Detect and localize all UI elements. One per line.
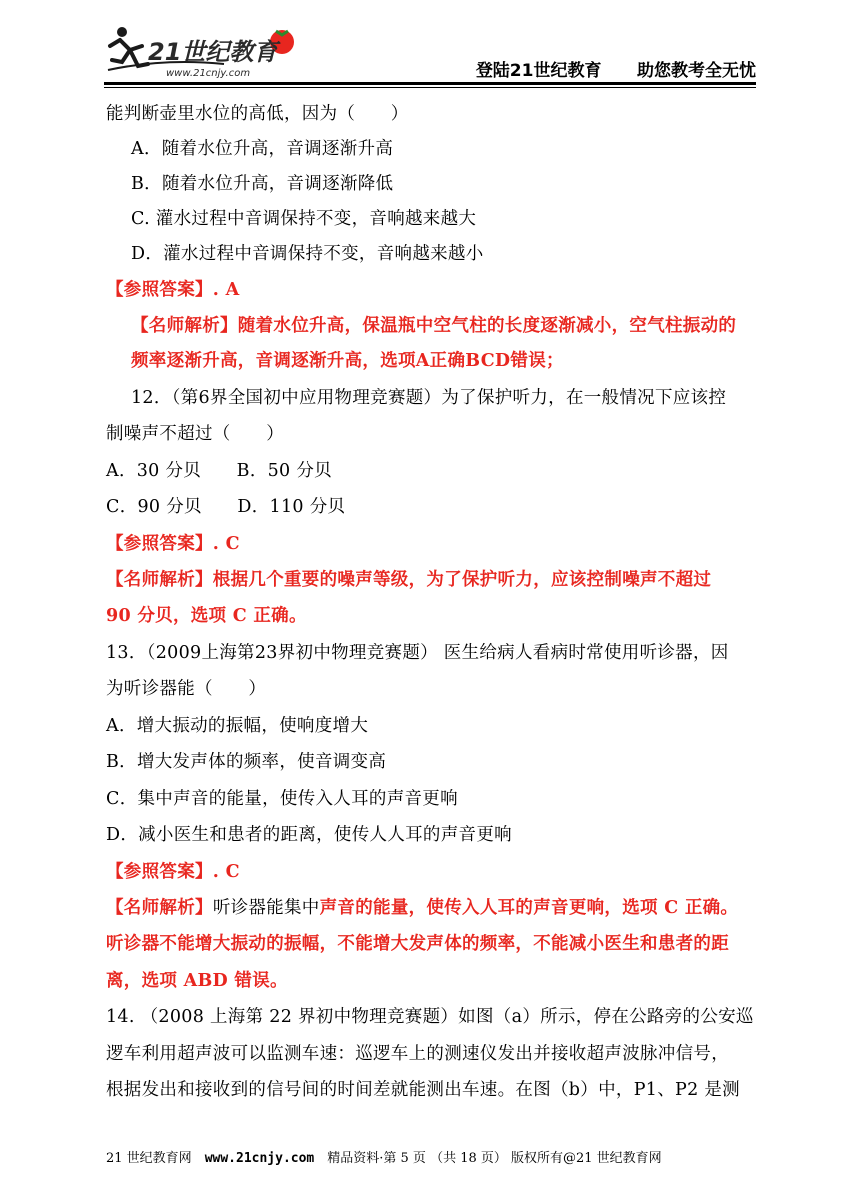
q11-option-d: D．灌水过程中音调保持不变，音响越来越小 xyxy=(131,244,484,264)
q12-options-ab: A．30 分贝 B．50 分贝 xyxy=(106,461,332,481)
q13-analysis-line1 xyxy=(106,896,738,920)
q13-analysis-line2: 听诊器不能增大振动的振幅，不能增大发声体的频率，不能减小医生和患者的距 xyxy=(106,934,729,954)
q12-analysis-line2: 90 分贝，选项 C 正确。 xyxy=(106,606,307,626)
q11-option-c: C. 灌水过程中音调保持不变，音响越来越大 xyxy=(131,209,477,229)
q11-answer: 【参照答案】. A xyxy=(106,280,240,300)
footer-url[interactable]: www.21cnjy.com xyxy=(204,1151,315,1166)
analysis-text-red: 声音的能量，使传入人耳的声音更响，选项 C 正确。 xyxy=(319,898,739,918)
q11-stem: 能判断壶里水位的高低，因为（ ） xyxy=(106,104,409,124)
q11-option-a: A．随着水位升高，音调逐渐升高 xyxy=(131,139,394,159)
header-rule xyxy=(104,82,756,85)
q11-analysis-line2: 频率逐渐升高，音调逐渐升高，选项A正确BCD错误； xyxy=(131,351,564,371)
header-rule-thin xyxy=(104,87,756,88)
svg-text:www.21cnjy.com: www.21cnjy.com xyxy=(166,68,251,79)
q13-answer: 【参照答案】. C xyxy=(106,862,240,882)
q12-stem-line1: 12．（第6界全国初中应用物理竞赛题）为了保护听力，在一般情况下应该控 xyxy=(131,388,727,408)
q11-analysis-line1: 【名师解析】随着水位升高，保温瓶中空气柱的长度逐渐减小，空气柱振动的 xyxy=(131,316,737,336)
header-slogan: 登陆21世纪教育 助您教考全无忧 xyxy=(475,61,756,81)
footer-site: 21 世纪教育网 xyxy=(106,1151,205,1166)
analysis-text-black: 听诊器能集中 xyxy=(212,898,320,918)
q12-stem-line2: 制噪声不超过（ ） xyxy=(106,424,284,444)
svg-text:21世纪教育: 21世纪教育 xyxy=(148,38,278,66)
page-header xyxy=(104,20,756,84)
q12-answer: 【参照答案】. C xyxy=(106,534,240,554)
q13-option-b: B．增大发声体的频率，使音调变高 xyxy=(106,752,387,772)
q13-stem-line1: 13．（2009上海第23界初中物理竞赛题） 医生给病人看病时常使用听诊器，因 xyxy=(106,643,729,663)
q14-stem-line2: 逻车利用超声波可以监测车速：巡逻车上的测速仪发出并接收超声波脉冲信号， xyxy=(106,1044,729,1064)
q12-analysis-line1: 【名师解析】根据几个重要的噪声等级，为了保护听力，应该控制噪声不超过 xyxy=(106,570,712,590)
logo xyxy=(104,20,314,80)
q14-stem-line1: 14. （2008 上海第 22 界初中物理竞赛题）如图（a）所示，停在公路旁的公安巡 xyxy=(106,1007,754,1027)
q13-option-c: C．集中声音的能量，使传入人耳的声音更响 xyxy=(106,789,458,809)
q13-option-d: D．减小医生和患者的距离，使传人人耳的声音更响 xyxy=(106,825,512,845)
analysis-label: 【名师解析】 xyxy=(106,898,213,918)
q11-option-b: B．随着水位升高，音调逐渐降低 xyxy=(131,174,394,194)
q12-options-cd: C．90 分贝 D．110 分贝 xyxy=(106,497,346,517)
q13-option-a: A．增大振动的振幅，使响度增大 xyxy=(106,716,369,736)
page-footer xyxy=(106,1147,662,1166)
q13-stem-line2: 为听诊器能（ ） xyxy=(106,679,267,699)
q14-stem-line3: 根据发出和接收到的信号间的时间差就能测出车速。在图（b）中，P1、P2 是测 xyxy=(106,1080,740,1100)
footer-info: 精品资料·第 5 页 （共 18 页） 版权所有@21 世纪教育网 xyxy=(314,1151,662,1166)
q13-analysis-line3: 离，选项 ABD 错误。 xyxy=(106,971,288,991)
runner-icon xyxy=(110,27,148,66)
